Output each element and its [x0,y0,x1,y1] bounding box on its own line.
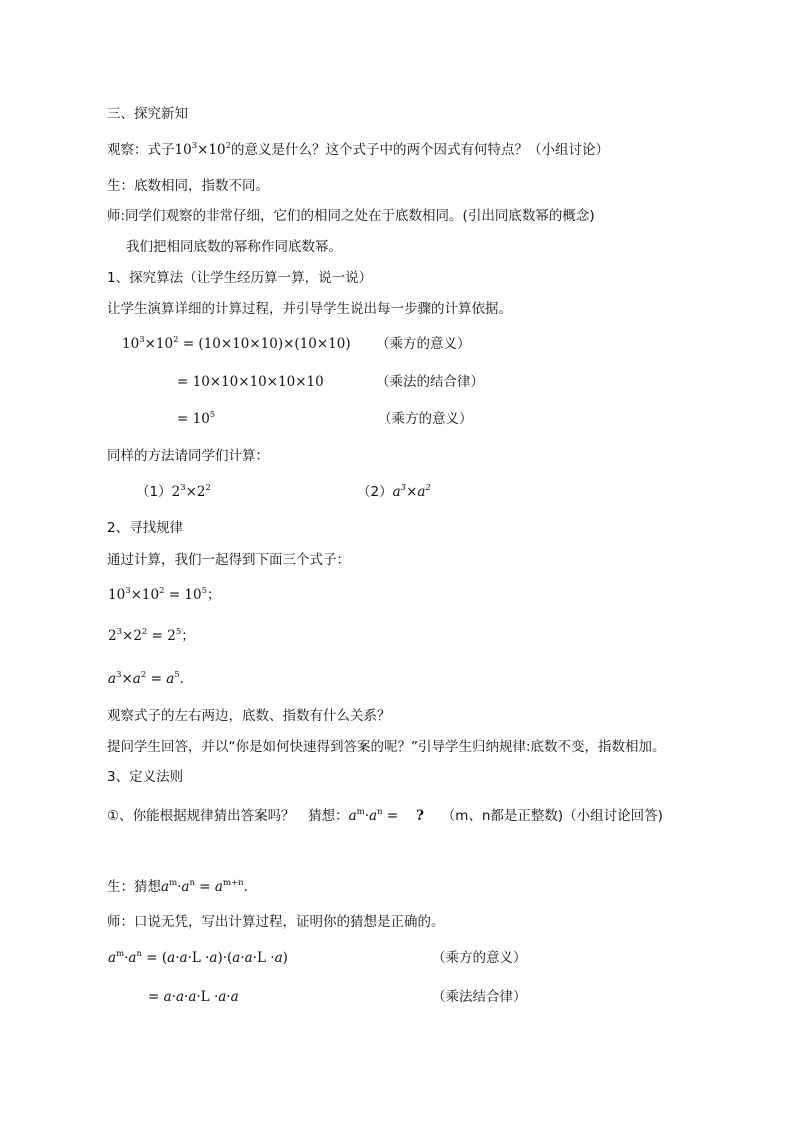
step2-desc: 通过计算，我们一起得到下面三个式子： [107,552,350,568]
step2-title: 2、寻找规律 [107,520,184,536]
step3-title: 3、定义法则 [107,769,184,785]
definition-line: 我们把相同底数的幂称作同底数幂。 [126,239,342,255]
calc-line-1: $10^3\times 10^2 = (10\times 10\times 10)\times(10\times 10)$ [122,334,351,352]
rule-eq-1: $10^3\times 10^2 = 10^5$； [108,585,221,603]
prompt-line: 提问学生回答，并以“你是如何快速得到答案的呢？”引导学生归纳规律:底数不变，指数相加。 [107,739,666,755]
same-method: 同样的方法请同学们计算： [107,448,269,464]
reason-power-2: （乘方的意义） [378,411,473,427]
question-line: 观察式子的左右两边，底数、指数有什么关系？ [107,708,391,724]
teacher-note: 师:同学们观察的非常仔细，它们的相同之处在于底数相同。(引出同底数幂的概念) [107,208,595,224]
observe-line: 观察：式子$10^3\times 10^2$的意义是什么？这个式子中的两个因式有何特点？（小组讨论） [107,140,610,158]
student-answer: 生：底数相同，指数不同。 [107,178,269,194]
exercise-1: $(1)2^3\times 2^2$ [136,482,211,500]
reason-assoc: （乘法的结合律） [376,374,484,390]
proof-line-1: $a^m\cdot a^n = (a\cdot a\cdot L \cdot a)\cdot(a\cdot a\cdot L \cdot a)$ [108,948,288,966]
student-guess: 生：猜想$a^m\cdot a^n = a^{m+n}$. [107,877,248,895]
section-title: 三、探究新知 [107,106,188,122]
rule-eq-2: $2^3\times 2^2 = 2^5$； [108,626,195,644]
guess-line: ①、你能根据规律猜出答案吗？ 猜想：$a^m\cdot a^n$ = ? （m、n都是正整数)（小组讨论回答) [107,806,663,824]
teacher-proof: 师：口说无凭，写出计算过程，证明你的猜想是正确的。 [107,914,445,930]
step1-title: 1、探究算法（让学生经历算一算，说一说） [107,270,373,286]
formula-observe: $10^3\times 10^2$ [174,140,232,158]
calc-line-3: = $10^5$ [177,409,216,427]
reason-power-3: （乘方的意义） [432,950,527,966]
proof-line-2: = a·a·a·L ·a·a [148,989,239,1005]
reason-power: （乘方的意义） [376,336,471,352]
reason-assoc-2: （乘法结合律） [432,989,527,1005]
calc-line-2: = 10×10×10×10×10 [177,374,324,390]
exercise-2: $(2)a^3\times a^2$ [357,482,431,500]
rule-eq-3: $a^3\times a^2 = a^5$. [108,669,184,687]
step1-desc: 让学生演算详细的计算过程，并引导学生说出每一步骤的计算依据。 [107,301,512,317]
